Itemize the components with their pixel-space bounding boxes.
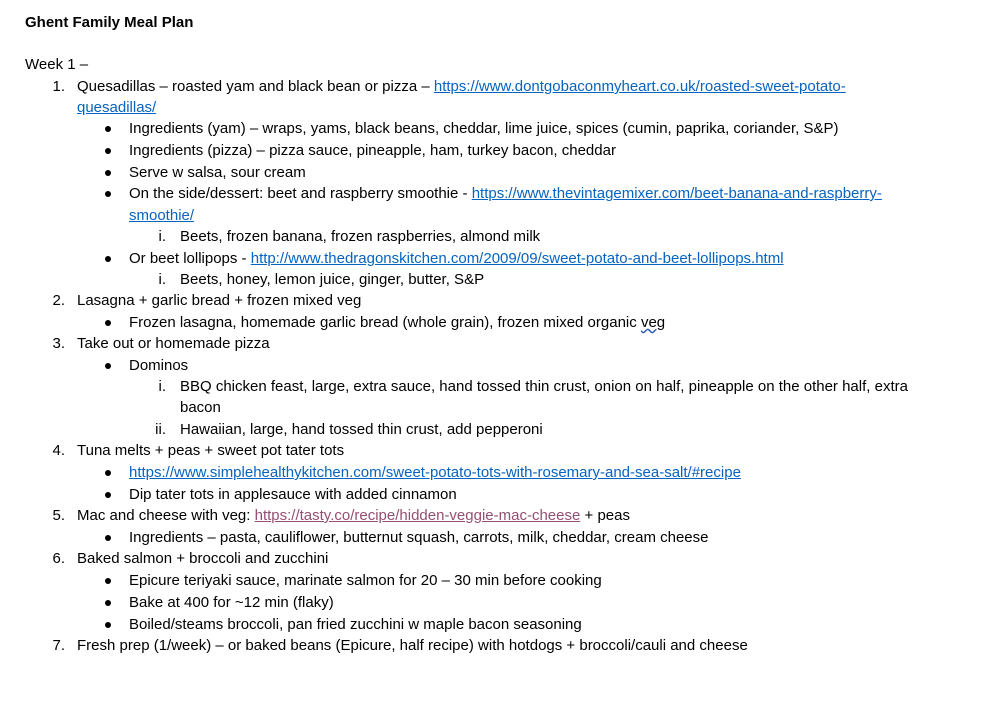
- item-number: 6.: [52, 550, 65, 567]
- bullet-text: Ingredients – pasta, cauliflower, butternut squash, carrots, milk, cheddar, cream cheese: [129, 529, 709, 546]
- list-item-text: Fresh prep (1/week) – or baked beans (Epicure, half recipe) with hotdogs + broccoli/cauli and cheese: [77, 637, 748, 654]
- list-item-text: Tuna melts + peas + sweet pot tater tots: [77, 442, 345, 459]
- bullet-label: On the side/dessert: beet and raspberry smoothie -: [129, 185, 472, 202]
- bullet-icon: [105, 170, 111, 176]
- list-item-text: [77, 507, 630, 525]
- bullet-label: Frozen lasagna, homemade garlic bread (whole grain), frozen mixed organic: [129, 314, 641, 331]
- item-number: 2.: [52, 292, 65, 309]
- sub-item-number: i.: [158, 271, 166, 288]
- bullet-text: [129, 250, 784, 268]
- list-item-text: Baked salmon + broccoli and zucchini: [77, 550, 329, 567]
- bullet-text: Dominos: [129, 357, 189, 374]
- bullet-text: Dip tater tots in applesauce with added cinnamon: [129, 486, 457, 503]
- sub-item-number: i.: [158, 378, 166, 395]
- recipe-link[interactable]: quesadillas/: [77, 99, 157, 116]
- recipe-link-continued: [77, 99, 156, 117]
- item-number: 7.: [52, 637, 65, 654]
- bullet-text: [129, 314, 665, 332]
- bullet-text: Ingredients (yam) – wraps, yams, black beans, cheddar, lime juice, spices (cumin, paprika, coriander, S&P): [129, 120, 839, 137]
- bullet-icon: [105, 320, 111, 326]
- bullet-icon: [105, 126, 111, 132]
- document-title: Ghent Family Meal Plan: [25, 14, 194, 31]
- list-item-text: [77, 78, 846, 96]
- bullet-icon: [105, 148, 111, 154]
- bullet-text: [129, 464, 741, 482]
- lollipop-link[interactable]: http://www.thedragonskitchen.com/2009/09/sweet-potato-and-beet-lollipops.html: [250, 250, 784, 267]
- item-label: Quesadillas – roasted yam and black bean or pizza –: [77, 78, 434, 95]
- sub-item-text: Beets, honey, lemon juice, ginger, butter, S&P: [180, 271, 485, 288]
- sub-item-number: i.: [158, 228, 166, 245]
- bullet-icon: [105, 622, 111, 628]
- smoothie-link[interactable]: smoothie/: [129, 207, 195, 224]
- sub-item-text-continued: bacon: [180, 399, 221, 416]
- tater-tots-link[interactable]: https://www.simplehealthykitchen.com/sweet-potato-tots-with-rosemary-and-sea-salt/#recipe: [129, 464, 741, 481]
- item-number: 4.: [52, 442, 65, 459]
- spellcheck-word: veg: [640, 314, 666, 331]
- bullet-text: Ingredients (pizza) – pizza sauce, pineapple, ham, turkey bacon, cheddar: [129, 142, 616, 159]
- bullet-icon: [105, 600, 111, 606]
- list-item-text: Lasagna + garlic bread + frozen mixed veg: [77, 292, 362, 309]
- mac-cheese-link[interactable]: https://tasty.co/recipe/hidden-veggie-mac-cheese: [254, 507, 581, 524]
- bullet-text: [129, 185, 882, 203]
- bullet-text: Epicure teriyaki sauce, marinate salmon for 20 – 30 min before cooking: [129, 572, 602, 589]
- sub-item-number: ii.: [155, 421, 166, 438]
- bullet-icon: [105, 535, 111, 541]
- recipe-link[interactable]: https://www.dontgobaconmyheart.co.uk/roasted-sweet-potato-: [433, 78, 846, 95]
- bullet-icon: [105, 578, 111, 584]
- item-number: 5.: [52, 507, 65, 524]
- bullet-icon: [105, 470, 111, 476]
- week-heading: Week 1 –: [25, 56, 89, 73]
- bullet-icon: [105, 191, 111, 197]
- sub-item-text: BBQ chicken feast, large, extra sauce, hand tossed thin crust, onion on half, pineapple on the other half, extra: [180, 378, 908, 395]
- sub-item-text: Beets, frozen banana, frozen raspberries, almond milk: [180, 228, 541, 245]
- bullet-icon: [105, 256, 111, 262]
- list-item-text: Take out or homemade pizza: [77, 335, 270, 352]
- item-number: 3.: [52, 335, 65, 352]
- bullet-label: Or beet lollipops -: [129, 250, 251, 267]
- bullet-icon: [105, 363, 111, 369]
- bullet-text: Serve w salsa, sour cream: [129, 164, 306, 181]
- item-label: Mac and cheese with veg:: [77, 507, 255, 524]
- bullet-icon: [105, 492, 111, 498]
- smoothie-link[interactable]: https://www.thevintagemixer.com/beet-banana-and-raspberry-: [471, 185, 882, 202]
- bullet-text: Boiled/steams broccoli, pan fried zucchini w maple bacon seasoning: [129, 616, 582, 633]
- smoothie-link-continued: [129, 207, 194, 225]
- item-label-suffix: + peas: [580, 507, 630, 524]
- item-number: 1.: [52, 78, 65, 95]
- sub-item-text: Hawaiian, large, hand tossed thin crust, add pepperoni: [180, 421, 543, 438]
- bullet-text: Bake at 400 for ~12 min (flaky): [129, 594, 334, 611]
